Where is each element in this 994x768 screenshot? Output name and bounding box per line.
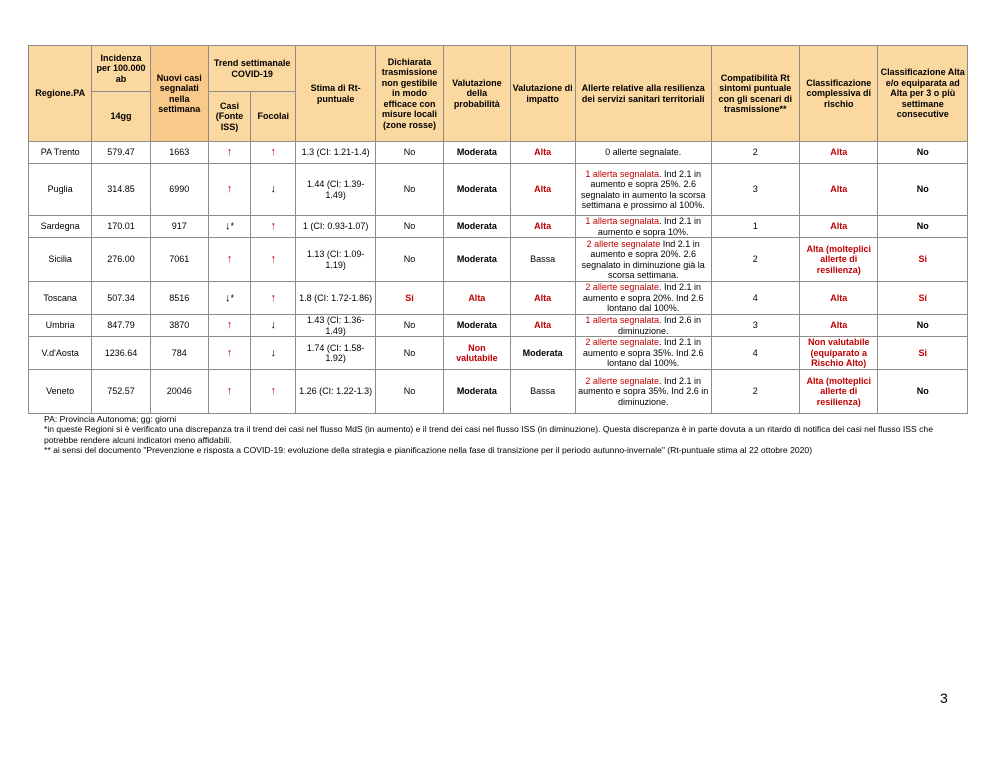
region-cell: V.d'Aosta: [29, 337, 92, 370]
alta3-cell: No: [878, 164, 968, 216]
allerte-count: 2 allerte segnalate: [585, 375, 659, 386]
alta3-cell: No: [878, 370, 968, 414]
probabilita-cell: Moderata: [444, 216, 510, 238]
allerte-cell: [575, 370, 711, 414]
asterisk-mark: *: [230, 221, 235, 232]
dichiarata-cell: No: [375, 315, 443, 337]
dichiarata-cell: No: [375, 216, 443, 238]
rt-cell: 1.13 (CI: 1.09-1.19): [296, 238, 375, 282]
region-cell: Sicilia: [29, 238, 92, 282]
page-number: 3: [940, 690, 948, 706]
compatibilita-cell: 2: [711, 142, 799, 164]
rt-cell: 1.74 (CI: 1.58-1.92): [296, 337, 375, 370]
impatto-cell: Bassa: [510, 370, 575, 414]
rt-cell: 1.3 (CI: 1.21-1.4): [296, 142, 375, 164]
compatibilita-cell: 4: [711, 337, 799, 370]
allerte-detail: . Ind 2.6 in diminuzione.: [617, 315, 701, 336]
trend-casi-cell: [208, 216, 250, 238]
classificazione-cell: Alta: [800, 315, 878, 337]
trend-casi-cell: [208, 337, 250, 370]
arrow-down-icon: ↓: [270, 346, 277, 359]
arrow-up-icon: ↑: [226, 319, 233, 332]
impatto-cell: Alta: [510, 142, 575, 164]
allerte-cell: [575, 142, 711, 164]
region-cell: Sardegna: [29, 216, 92, 238]
new-cases-cell: 1663: [150, 142, 208, 164]
trend-focolai-cell: [251, 370, 296, 414]
allerte-cell: [575, 282, 711, 315]
new-cases-cell: 3870: [150, 315, 208, 337]
trend-casi-cell: [208, 164, 250, 216]
allerte-count: 1 allerta segnalata: [585, 168, 659, 179]
alta3-cell: No: [878, 142, 968, 164]
header-allerte: Allerte relative alla resilienza dei servizi sanitari territoriali: [575, 46, 711, 142]
allerte-cell: [575, 315, 711, 337]
allerte-count: 2 allerte segnalate: [585, 282, 659, 293]
rt-cell: 1.43 (CI: 1.36-1.49): [296, 315, 375, 337]
new-cases-cell: 20046: [150, 370, 208, 414]
arrow-up-icon: ↑: [226, 183, 233, 196]
region-cell: Toscana: [29, 282, 92, 315]
arrow-down-icon: ↓: [270, 183, 277, 196]
trend-casi-cell: [208, 142, 250, 164]
impatto-cell: Alta: [510, 315, 575, 337]
impatto-cell: Alta: [510, 282, 575, 315]
classificazione-cell: Alta: [800, 282, 878, 315]
dichiarata-cell: Si: [375, 282, 443, 315]
table-row: [29, 164, 968, 216]
region-cell: Veneto: [29, 370, 92, 414]
region-cell: Puglia: [29, 164, 92, 216]
header-trend: Trend settimanale COVID-19: [208, 46, 295, 92]
dichiarata-cell: No: [375, 337, 443, 370]
header-alta3: Classificazione Alta e/o equiparata ad Alta per 3 o più settimane consecutive: [878, 46, 968, 142]
table-row: [29, 282, 968, 315]
compatibilita-cell: 3: [711, 315, 799, 337]
impatto-cell: Moderata: [510, 337, 575, 370]
allerte-count: 2 allerte segnalate: [585, 337, 659, 348]
asterisk-mark: *: [230, 292, 235, 303]
rt-cell: 1.26 (CI: 1.22-1.3): [296, 370, 375, 414]
header-rt: Stima di Rt-puntuale: [296, 46, 375, 142]
new-cases-cell: 784: [150, 337, 208, 370]
region-cell: PA Trento: [29, 142, 92, 164]
incidence-cell: 170.01: [92, 216, 150, 238]
footnote-discrepancy: *in queste Regioni si è verificato una discrepanza tra il trend dei casi nel flusso MdS (in aumento) e il trend dei casi nel flusso ISS (in diminuzione). Questa discrepanza è in parte dovuta a un ritardo di notifica dei casi nel flusso ISS che potrebbe rendere alcuni indicatori meno affidabili.: [44, 424, 933, 445]
arrow-up-icon: ↑: [226, 253, 233, 266]
header-classificazione: Classificazione complessiva di rischio: [800, 46, 878, 142]
arrow-up-icon: ↑: [226, 346, 233, 359]
new-cases-cell: 8516: [150, 282, 208, 315]
alta3-cell: No: [878, 315, 968, 337]
arrow-up-icon: ↑: [270, 146, 277, 159]
allerte-cell: [575, 164, 711, 216]
allerte-cell: [575, 238, 711, 282]
arrow-down-icon: ↓: [270, 319, 277, 332]
new-cases-cell: 6990: [150, 164, 208, 216]
trend-focolai-cell: [251, 337, 296, 370]
header-incidenza: Incidenza per 100.000 ab: [92, 46, 150, 92]
header-dichiarata: Dichiarata trasmissione non gestibile in modo efficace con misure locali (zone rosse): [375, 46, 443, 142]
dichiarata-cell: No: [375, 370, 443, 414]
region-cell: Umbria: [29, 315, 92, 337]
regional-risk-table: [28, 45, 968, 414]
table-row: [29, 337, 968, 370]
dichiarata-cell: No: [375, 142, 443, 164]
compatibilita-cell: 1: [711, 216, 799, 238]
dichiarata-cell: No: [375, 164, 443, 216]
arrow-down-icon: ↓: [225, 220, 231, 233]
incidence-cell: 579.47: [92, 142, 150, 164]
incidence-cell: 314.85: [92, 164, 150, 216]
table-row: [29, 238, 968, 282]
impatto-cell: Alta: [510, 164, 575, 216]
arrow-up-icon: ↑: [226, 146, 233, 159]
trend-focolai-cell: [251, 142, 296, 164]
impatto-cell: Alta: [510, 216, 575, 238]
new-cases-cell: 7061: [150, 238, 208, 282]
header-compatibilita: Compatibilità Rt sintomi puntuale con gli scenari di trasmissione**: [711, 46, 799, 142]
header-trend-focolai: Focolai: [251, 92, 296, 142]
classificazione-cell: Alta: [800, 164, 878, 216]
arrow-down-icon: ↓: [225, 291, 231, 304]
classificazione-cell: Alta (molteplici allerte di resilienza): [800, 370, 878, 414]
dichiarata-cell: No: [375, 238, 443, 282]
table-row: [29, 370, 968, 414]
allerte-detail: Ind 2.1 in aumento e sopra 20%. 2.6 segnalato in diminuzione già la scorsa settimana.: [581, 238, 705, 280]
allerte-detail: . Ind 2.1 in aumento e sopra 20%. Ind 2.6 lontano dal 100%.: [582, 282, 704, 314]
footnote-reference: ** ai sensi del documento "Prevenzione e risposta a COVID-19: evoluzione della strategia e pianificazione nella fase di transizione per il periodo autunno-invernale" (Rt-puntuale stima al 22 ottobre 2020): [44, 445, 813, 456]
classificazione-cell: Non valutabile (equiparato a Rischio Alto): [800, 337, 878, 370]
trend-casi-cell: [208, 370, 250, 414]
allerte-count: 2 allerte segnalate: [586, 238, 661, 249]
new-cases-cell: 917: [150, 216, 208, 238]
probabilita-cell: Moderata: [444, 238, 510, 282]
classificazione-cell: Alta (molteplici allerte di resilienza): [800, 238, 878, 282]
trend-casi-cell: [208, 282, 250, 315]
trend-casi-cell: [208, 315, 250, 337]
incidence-cell: 507.34: [92, 282, 150, 315]
table-row: [29, 216, 968, 238]
header-regione: Regione.PA: [29, 46, 92, 142]
allerte-detail: . Ind 2.1 in aumento e sopra 35%. Ind 2.6 lontano dal 100%.: [582, 337, 704, 369]
footnote-abbreviations: PA: Provincia Autonoma; gg: giorni: [44, 414, 177, 424]
incidence-cell: 276.00: [92, 238, 150, 282]
allerte-count: 1 allerta segnalata: [585, 216, 659, 226]
table-body: [29, 142, 968, 414]
alta3-cell: No: [878, 216, 968, 238]
table-row: [29, 142, 968, 164]
trend-focolai-cell: [251, 216, 296, 238]
incidence-cell: 847.79: [92, 315, 150, 337]
trend-casi-cell: [208, 238, 250, 282]
allerte-detail: 0 allerte segnalate.: [605, 147, 682, 158]
impatto-cell: Bassa: [510, 238, 575, 282]
allerte-detail: . Ind 2.1 in aumento e sopra 25%. 2.6 segnalato in aumento la scorsa settimana e prossimo al 100%.: [580, 168, 706, 210]
header-incidenza-14gg: 14gg: [92, 92, 150, 142]
footnotes: [44, 414, 954, 456]
compatibilita-cell: 2: [711, 238, 799, 282]
probabilita-cell: Moderata: [444, 370, 510, 414]
classificazione-cell: Alta: [800, 216, 878, 238]
alta3-cell: Si: [878, 282, 968, 315]
incidence-cell: 1236.64: [92, 337, 150, 370]
arrow-up-icon: ↑: [270, 253, 277, 266]
probabilita-cell: Moderata: [444, 142, 510, 164]
header-trend-casi: Casi (Fonte ISS): [208, 92, 250, 142]
allerte-detail: . Ind 2.1 in aumento e sopra 35%. Ind 2.6 in diminuzione.: [578, 375, 709, 407]
allerte-detail: . Ind 2.1 in aumento e sopra 10%.: [597, 216, 701, 237]
header-probabilita: Valutazione della probabilità: [444, 46, 510, 142]
rt-cell: 1.44 (CI: 1.39-1.49): [296, 164, 375, 216]
alta3-cell: Si: [878, 337, 968, 370]
compatibilita-cell: 4: [711, 282, 799, 315]
rt-cell: 1 (CI: 0.93-1.07): [296, 216, 375, 238]
allerte-count: 1 allerta segnalata: [585, 315, 659, 325]
compatibilita-cell: 2: [711, 370, 799, 414]
probabilita-cell: Non valutabile: [444, 337, 510, 370]
probabilita-cell: Moderata: [444, 164, 510, 216]
trend-focolai-cell: [251, 238, 296, 282]
table-row: [29, 315, 968, 337]
header-nuovi-casi: Nuovi casi segnalati nella settimana: [150, 46, 208, 142]
allerte-cell: [575, 216, 711, 238]
alta3-cell: Si: [878, 238, 968, 282]
trend-focolai-cell: [251, 282, 296, 315]
arrow-up-icon: ↑: [270, 385, 277, 398]
incidence-cell: 752.57: [92, 370, 150, 414]
compatibilita-cell: 3: [711, 164, 799, 216]
arrow-up-icon: ↑: [270, 220, 277, 233]
probabilita-cell: Moderata: [444, 315, 510, 337]
probabilita-cell: Alta: [444, 282, 510, 315]
header-impatto: Valutazione di impatto: [510, 46, 575, 142]
allerte-cell: [575, 337, 711, 370]
arrow-up-icon: ↑: [270, 291, 277, 304]
rt-cell: 1.8 (CI: 1.72-1.86): [296, 282, 375, 315]
arrow-up-icon: ↑: [226, 385, 233, 398]
trend-focolai-cell: [251, 164, 296, 216]
trend-focolai-cell: [251, 315, 296, 337]
classificazione-cell: Alta: [800, 142, 878, 164]
